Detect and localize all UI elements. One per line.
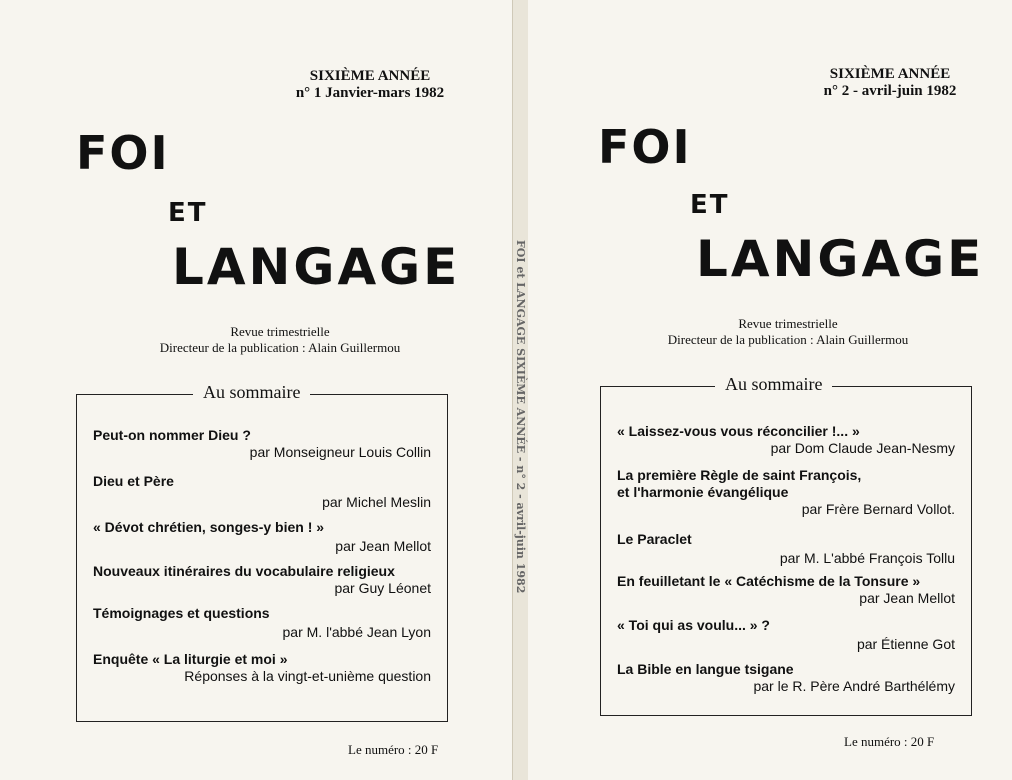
sommaire-box — [76, 382, 448, 722]
sommaire-title: Au sommaire — [193, 382, 310, 403]
entry-title: « Toi qui as voulu... » ? — [617, 617, 770, 633]
toc-entry — [93, 605, 431, 641]
subtitle — [638, 316, 938, 348]
entry-author: par Guy Léonet — [334, 580, 431, 596]
year-label: SIXIÈME ANNÉE — [829, 66, 951, 82]
price-label: Le numéro : 20 F — [348, 742, 439, 757]
entry-title: Le Paraclet — [617, 531, 692, 547]
issue-label: n° 1 Janvier-mars 1982 — [295, 85, 445, 101]
year-label: SIXIÈME ANNÉE — [309, 68, 431, 84]
entry-author: par Jean Mellot — [859, 590, 955, 606]
entry-title: « Dévot chrétien, songes-y bien ! » — [93, 519, 325, 535]
title-langage: LANGAGE — [172, 238, 461, 296]
toc-entry — [617, 467, 955, 518]
toc-entry — [617, 573, 955, 607]
cover-issue-2 — [528, 0, 1012, 780]
entry-title: Dieu et Père — [93, 473, 174, 489]
toc-entry — [617, 531, 955, 567]
toc-entry — [93, 651, 431, 685]
title-langage: LANGAGE — [696, 230, 985, 288]
entry-author: par Monseigneur Louis Collin — [249, 444, 431, 460]
entry-author: par Étienne Got — [856, 636, 955, 652]
toc-entry — [617, 661, 955, 695]
issue-header — [810, 66, 970, 100]
entry-title: Enquête « La liturgie et moi » — [93, 651, 288, 667]
entry-author: Réponses à la vingt-et-unième question — [184, 668, 431, 684]
toc-entry — [617, 423, 955, 457]
entry-title: Témoignages et questions — [93, 605, 270, 621]
entry-title-line2: et l'harmonie évangélique — [617, 484, 789, 500]
title-foi: FOI — [76, 126, 170, 180]
issue-label: n° 2 - avril-juin 1982 — [823, 83, 957, 99]
subtitle-revue: Revue trimestrielle — [230, 324, 330, 339]
entry-title: Peut-on nommer Dieu ? — [93, 427, 251, 443]
subtitle-revue: Revue trimestrielle — [738, 316, 838, 331]
entry-title: La Bible en langue tsigane — [617, 661, 794, 677]
subtitle — [120, 324, 440, 356]
entry-author: par Jean Mellot — [335, 538, 431, 554]
entry-title: Nouveaux itinéraires du vocabulaire religieux — [93, 563, 395, 579]
subtitle-director: Directeur de la publication : Alain Guillermou — [159, 340, 401, 355]
subtitle-director: Directeur de la publication : Alain Guillermou — [667, 332, 909, 347]
toc-entry — [93, 473, 431, 511]
title-foi: FOI — [598, 120, 692, 174]
entry-title: « Laissez-vous vous réconcilier !... » — [617, 423, 860, 439]
entry-author: par Dom Claude Jean-Nesmy — [770, 440, 955, 456]
spine-text: FOI et LANGAGE SIXIÈME ANNÉE - n° 2 - avril-juin 1982 — [514, 240, 527, 594]
entry-author: par M. L'abbé François Tollu — [779, 550, 955, 566]
issue-header — [285, 68, 455, 102]
entry-title: La première Règle de saint François, — [617, 467, 862, 483]
entry-author: par Frère Bernard Vollot. — [801, 501, 955, 517]
sommaire-title: Au sommaire — [715, 374, 832, 395]
title-et: ET — [690, 190, 730, 220]
price-label: Le numéro : 20 F — [844, 734, 935, 749]
entry-author: par le R. Père André Barthélémy — [753, 678, 955, 694]
toc-entry — [93, 519, 431, 555]
entry-author: par M. l'abbé Jean Lyon — [282, 624, 431, 640]
entry-title: En feuilletant le « Catéchisme de la Tonsure » — [617, 573, 921, 589]
title-et: ET — [168, 198, 208, 228]
toc-entry — [93, 427, 431, 461]
entry-author: par Michel Meslin — [322, 494, 431, 510]
sommaire-box — [600, 374, 972, 716]
toc-entry — [93, 563, 431, 597]
toc-entry — [617, 617, 955, 653]
